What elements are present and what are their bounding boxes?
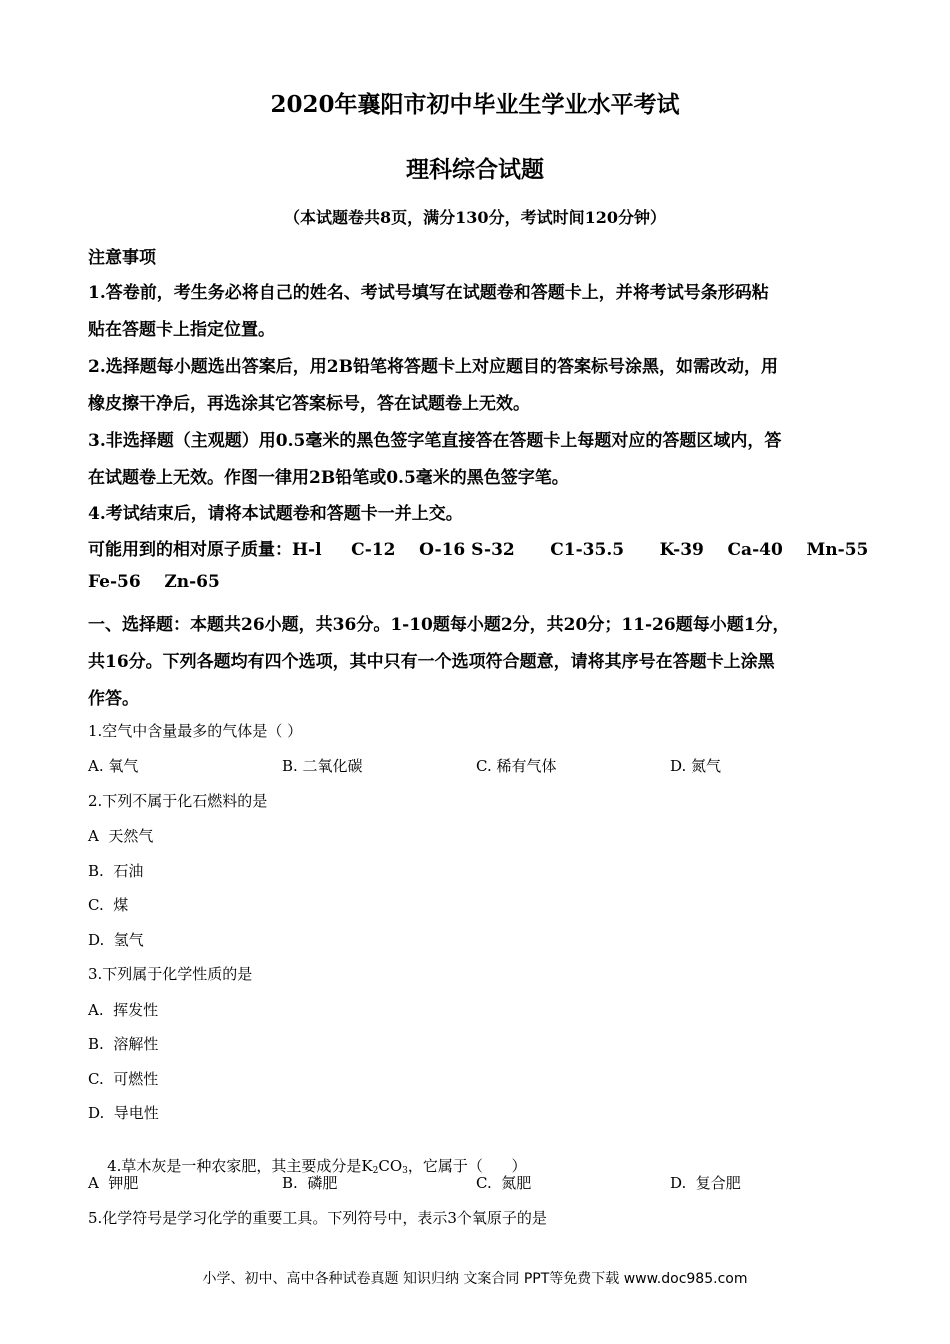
question-options bbox=[88, 1172, 868, 1194]
option-a: A. 挥发性 bbox=[88, 1001, 159, 1019]
atomic-mass-line: Fe-56 Zn-65 bbox=[88, 572, 220, 592]
option-b: B. 二氧化碳 bbox=[282, 757, 363, 775]
notice-line: 4.考试结束后，请将本试题卷和答题卡一并上交。 bbox=[88, 504, 463, 524]
option-c: C. 氮肥 bbox=[476, 1174, 532, 1192]
stem-text: ，它属于（ ） bbox=[407, 1157, 527, 1175]
option-d: D. 氮气 bbox=[670, 757, 722, 775]
formula-subscript: 3 bbox=[402, 1166, 408, 1176]
option-d: D. 导电性 bbox=[88, 1104, 159, 1122]
stem-text: 4.草木灰是一种农家肥，其主要成分是 bbox=[107, 1157, 362, 1175]
notice-heading: 注意事项 bbox=[88, 248, 156, 268]
notice-line: 橡皮擦干净后，再选涂其它答案标号，答在试题卷上无效。 bbox=[88, 394, 530, 414]
notice-line: 2.选择题每小题选出答案后，用2B铅笔将答题卡上对应题目的答案标号涂黑，如需改动，用 bbox=[88, 357, 778, 377]
question-stem: 3.下列属于化学性质的是 bbox=[88, 965, 253, 983]
atomic-mass-line: 可能用到的相对原子质量：H-l C-12 O-16 S-32 C1-35.5 K-39 Ca-40 Mn-55 bbox=[88, 540, 869, 560]
option-b: B. 石油 bbox=[88, 862, 144, 880]
footer-ad: 小学、初中、高中各种试卷真题 知识归纳 文案合同 PPT等免费下载 www.doc985.com bbox=[202, 1271, 748, 1287]
exam-note: （本试题卷共8页，满分130分，考试时间120分钟） bbox=[284, 208, 666, 227]
question-stem: 2.下列不属于化石燃料的是 bbox=[88, 792, 268, 810]
option-a: A 钾肥 bbox=[88, 1174, 139, 1192]
exam-subject: 理科综合试题 bbox=[406, 156, 544, 183]
exam-title: 2020年襄阳市初中毕业生学业水平考试 bbox=[270, 91, 680, 118]
option-d: D. 复合肥 bbox=[670, 1174, 741, 1192]
formula-element: CO bbox=[378, 1157, 403, 1175]
question-options bbox=[88, 755, 868, 777]
question-stem: 1.空气中含量最多的气体是（ ） bbox=[88, 722, 303, 740]
option-b: B. 溶解性 bbox=[88, 1035, 159, 1053]
option-c: C. 可燃性 bbox=[88, 1070, 159, 1088]
formula-element: K bbox=[361, 1157, 373, 1175]
section-intro-line: 作答。 bbox=[88, 689, 139, 709]
option-c: C. 稀有气体 bbox=[476, 757, 557, 775]
notice-line: 在试题卷上无效。作图一律用2B铅笔或0.5毫米的黑色签字笔。 bbox=[88, 468, 569, 488]
section-intro-line: 一、选择题：本题共26小题，共36分。1-10题每小题2分，共20分；11-26题每小题1分， bbox=[88, 615, 790, 635]
option-a: A. 氧气 bbox=[88, 757, 139, 775]
notice-line: 1.答卷前，考生务必将自己的姓名、考试号填写在试题卷和答题卡上，并将考试号条形码粘 bbox=[88, 283, 769, 303]
question-stem: 5.化学符号是学习化学的重要工具。下列符号中，表示3个氧原子的是 bbox=[88, 1209, 547, 1227]
option-b: B. 磷肥 bbox=[282, 1174, 338, 1192]
notice-line: 贴在答题卡上指定位置。 bbox=[88, 320, 275, 340]
option-a: A 天然气 bbox=[88, 827, 154, 845]
formula-subscript: 2 bbox=[372, 1166, 379, 1176]
notice-line: 3.非选择题（主观题）用0.5毫米的黑色签字笔直接答在答题卡上每题对应的答题区域内，答 bbox=[88, 431, 782, 451]
option-d: D. 氢气 bbox=[88, 931, 144, 949]
option-c: C. 煤 bbox=[88, 896, 129, 914]
section-intro-line: 共16分。下列各题均有四个选项，其中只有一个选项符合题意，请将其序号在答题卡上涂黑 bbox=[88, 652, 775, 672]
